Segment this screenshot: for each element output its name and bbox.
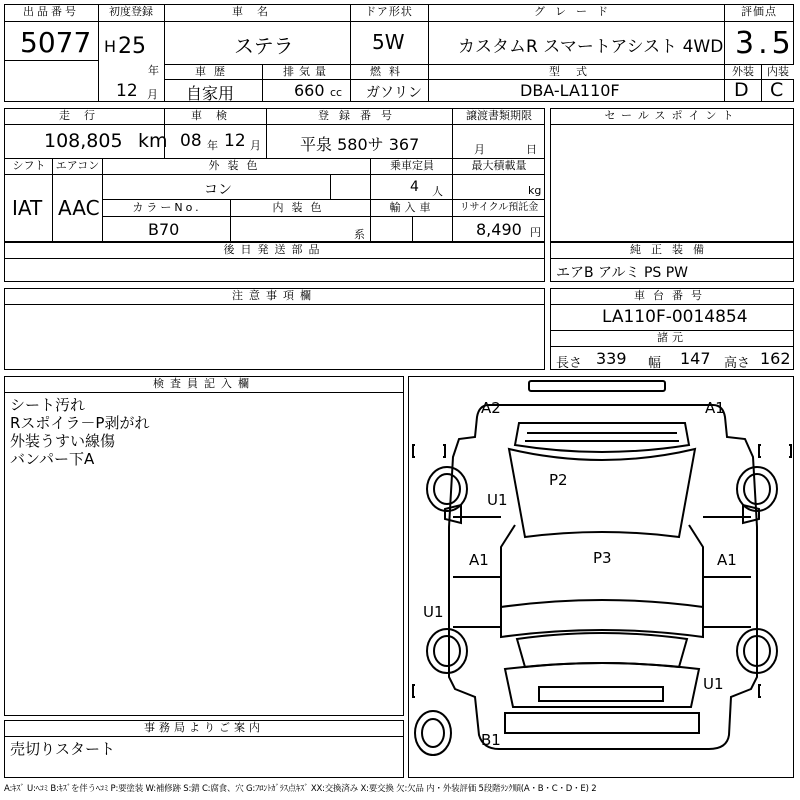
- model: DBA-LA110F: [520, 81, 620, 100]
- model-label: 型式: [430, 65, 722, 79]
- shift: IAT: [12, 196, 43, 220]
- car-outline-icon: [409, 377, 795, 779]
- width: 147: [680, 349, 711, 368]
- registration-number-label: 登録番号: [268, 109, 452, 123]
- grade: カスタムR スマートアシスト 4WD: [458, 37, 724, 57]
- displacement: 660: [294, 81, 325, 100]
- interior-grade: C: [770, 79, 784, 101]
- inspector-note: 外装うすい線傷: [10, 432, 116, 450]
- interior-color-unit: 系: [354, 228, 365, 241]
- damage-mark: U1: [487, 491, 508, 509]
- office-note-label: 事務局よりご案内: [6, 721, 402, 735]
- color-number-label: カラーNo.: [104, 201, 230, 215]
- year-unit: 年: [148, 64, 159, 77]
- inspection-month-unit: 月: [250, 139, 261, 152]
- import-label: 輸入車: [372, 201, 452, 215]
- height: 162: [760, 349, 791, 368]
- lot-number-label: 出品番号: [6, 5, 96, 19]
- interior-color-label: 内装色: [232, 201, 370, 215]
- car-damage-diagram: [408, 376, 794, 778]
- exterior-grade: D: [734, 79, 749, 101]
- inspector-note: バンパー下A: [10, 450, 95, 468]
- sales-point-label: セールスポイント: [552, 109, 792, 123]
- damage-mark: B1: [481, 731, 501, 749]
- exterior-color-label: 外装色: [104, 159, 370, 173]
- max-load-unit: kg: [528, 184, 542, 197]
- inspection-year-unit: 年: [207, 139, 218, 152]
- door-type: 5W: [372, 30, 405, 54]
- damage-mark: A1: [717, 551, 737, 569]
- max-load-label: 最大積載量: [454, 159, 544, 173]
- later-parts-label: 後日発送部品: [6, 243, 543, 257]
- history-label: 車歴: [166, 65, 262, 79]
- inspector-notes-label: 検査員記入欄: [6, 377, 402, 391]
- length-label: 長さ: [556, 356, 583, 371]
- legend: A:ｷｽﾞ U:ﾍｺﾐ B:ｷｽﾞを伴うﾍｺﾐ P:要塗装 W:補修跡 S:錆 C:腐食、穴 G:ﾌﾛﾝﾄｶﾞﾗｽ点ｷｽﾞ XX:交換済み X:要交換 欠:欠品 内・外装評価 5段階ﾗﾝｸ順(A・B・C・D・E) 2: [4, 784, 597, 794]
- shift-label: シフト: [6, 159, 52, 173]
- chassis-number: LA110F-0014854: [602, 307, 748, 327]
- inspector-note: Rスポイラ－P剥がれ: [10, 414, 150, 432]
- first-registration-year: 25: [118, 34, 146, 59]
- genuine-equipment: エアB アルミ PS PW: [556, 265, 689, 281]
- damage-mark: U1: [703, 675, 724, 693]
- fuel: ガソリン: [366, 85, 422, 101]
- damage-mark: A1: [469, 551, 489, 569]
- details-block: [4, 108, 545, 242]
- color-number: B70: [148, 220, 180, 239]
- mileage-unit: km: [138, 130, 168, 152]
- transfer-day-unit: 日: [526, 143, 537, 156]
- era: H: [104, 37, 117, 56]
- first-registration-month: 12: [116, 81, 138, 101]
- displacement-unit: cc: [330, 86, 343, 99]
- car-name: ステラ: [234, 34, 294, 58]
- sales-point-box: [550, 108, 794, 242]
- length: 339: [596, 349, 627, 368]
- grade-label: グレード: [430, 5, 722, 19]
- inspection-label: 車検: [166, 109, 266, 123]
- score: 3.5: [735, 26, 795, 61]
- lot-number: 5077: [20, 26, 92, 59]
- mileage: 108,805: [44, 130, 123, 152]
- score-label: 評価点: [726, 5, 792, 19]
- mileage-label: 走行: [6, 109, 162, 123]
- specs-label: 諸元: [552, 331, 792, 345]
- genuine-equipment-label: 純正装備: [552, 243, 792, 257]
- transfer-deadline-label: 譲渡書類期限: [454, 109, 544, 123]
- capacity-label: 乗車定員: [372, 159, 452, 173]
- recycle-fee: 8,490: [476, 220, 522, 239]
- recycle-fee-unit: 円: [530, 226, 541, 239]
- damage-mark: A1: [705, 399, 725, 417]
- damage-mark: P3: [593, 549, 612, 567]
- damage-mark: A2: [481, 399, 501, 417]
- exterior-grade-label: 外装: [725, 65, 761, 79]
- chassis-number-label: 車台番号: [552, 289, 792, 303]
- month-unit: 月: [147, 88, 158, 101]
- notes-label: 注意事項欄: [6, 289, 543, 303]
- damage-mark: P2: [549, 471, 568, 489]
- registration-number: 平泉 580サ 367: [300, 135, 420, 154]
- height-label: 高さ: [724, 356, 751, 371]
- aircon-label: エアコン: [53, 159, 102, 173]
- first-registration-label: 初度登録: [100, 5, 162, 19]
- exterior-color: コン: [204, 182, 232, 198]
- capacity: 4: [410, 179, 419, 195]
- inspector-note: シート汚れ: [10, 396, 86, 414]
- inspection-month: 12: [224, 131, 246, 151]
- recycle-fee-label: リサイクル預託金: [454, 201, 544, 215]
- transfer-month-unit: 月: [474, 143, 485, 156]
- displacement-label: 排気量: [264, 65, 350, 79]
- damage-mark: U1: [423, 603, 444, 621]
- inspection-year: 08: [180, 131, 202, 151]
- aircon: AAC: [58, 196, 100, 220]
- car-name-label: 車名: [166, 5, 348, 19]
- width-label: 幅: [648, 356, 662, 371]
- capacity-unit: 人: [432, 185, 443, 198]
- interior-grade-label: 内装: [762, 65, 794, 79]
- office-note: 売切りスタート: [10, 740, 116, 758]
- history: 自家用: [186, 84, 235, 103]
- door-type-label: ドア形状: [352, 5, 426, 19]
- fuel-label: 燃料: [352, 65, 426, 79]
